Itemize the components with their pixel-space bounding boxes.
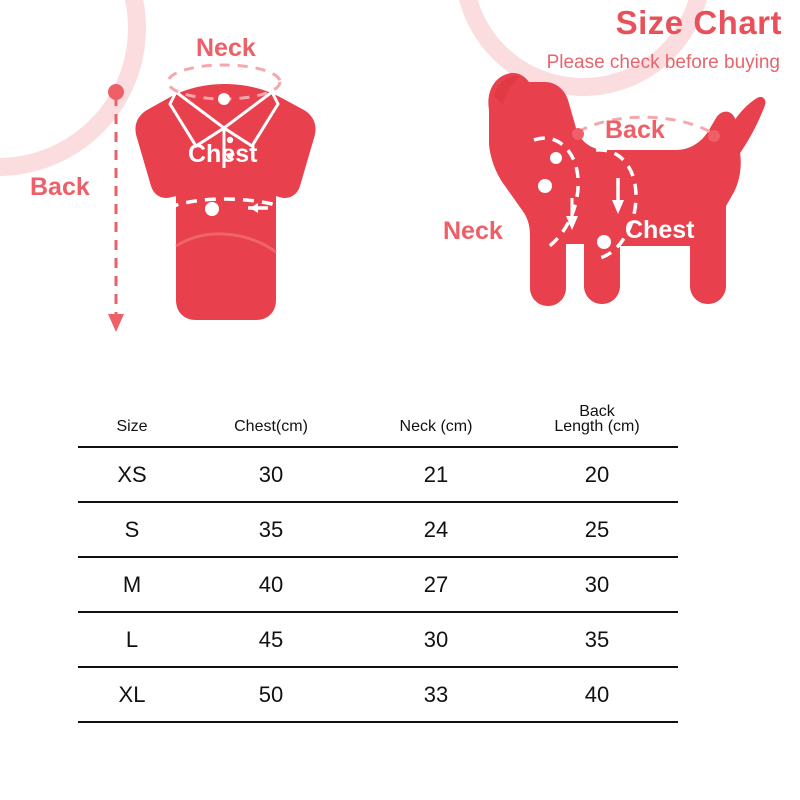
cell-chest: 50	[186, 667, 356, 722]
cell-size: M	[78, 557, 186, 612]
table-row	[78, 667, 678, 722]
cell-chest: 40	[186, 557, 356, 612]
size-table	[78, 398, 678, 723]
header-chest: Chest(cm)	[186, 398, 356, 447]
shirt-neck-label: Neck	[196, 34, 256, 62]
dog-chest-label: Chest	[625, 216, 695, 244]
cell-chest: 35	[186, 502, 356, 557]
cell-size: XS	[78, 447, 186, 502]
cell-neck: 21	[356, 447, 516, 502]
cell-back: 35	[516, 612, 678, 667]
cell-back: 20	[516, 447, 678, 502]
dog-neck-label: Neck	[443, 217, 503, 245]
dog-graphic	[488, 73, 765, 306]
cell-size: L	[78, 612, 186, 667]
cell-back: 40	[516, 667, 678, 722]
header-back-line2: Length (cm)	[554, 418, 640, 435]
shirt-back-label: Back	[30, 173, 90, 201]
size-table-body	[78, 447, 678, 722]
header-back-length	[516, 398, 678, 447]
cell-back: 30	[516, 557, 678, 612]
shirt-graphic	[135, 84, 315, 320]
cell-neck: 33	[356, 667, 516, 722]
cell-neck: 30	[356, 612, 516, 667]
table-header-row	[78, 398, 678, 447]
dog-back-label: Back	[605, 116, 665, 144]
page-title: Size Chart	[615, 4, 782, 41]
cell-chest: 45	[186, 612, 356, 667]
table-row	[78, 557, 678, 612]
cell-size: XL	[78, 667, 186, 722]
table-row	[78, 612, 678, 667]
shirt-chest-label: Chest	[188, 140, 258, 168]
cell-size: S	[78, 502, 186, 557]
page-subtitle: Please check before buying	[546, 52, 780, 73]
header-size: Size	[78, 398, 186, 447]
cell-back: 25	[516, 502, 678, 557]
size-table-head	[78, 398, 678, 447]
cell-neck: 24	[356, 502, 516, 557]
header-back-line1: Back	[579, 403, 615, 420]
size-table-area	[0, 380, 800, 800]
measurement-illustration	[0, 0, 800, 380]
table-row	[78, 502, 678, 557]
shirt-back-measure	[108, 84, 124, 332]
illustration-area	[0, 0, 800, 380]
header-neck: Neck (cm)	[356, 398, 516, 447]
cell-chest: 30	[186, 447, 356, 502]
cell-neck: 27	[356, 557, 516, 612]
table-row	[78, 447, 678, 502]
